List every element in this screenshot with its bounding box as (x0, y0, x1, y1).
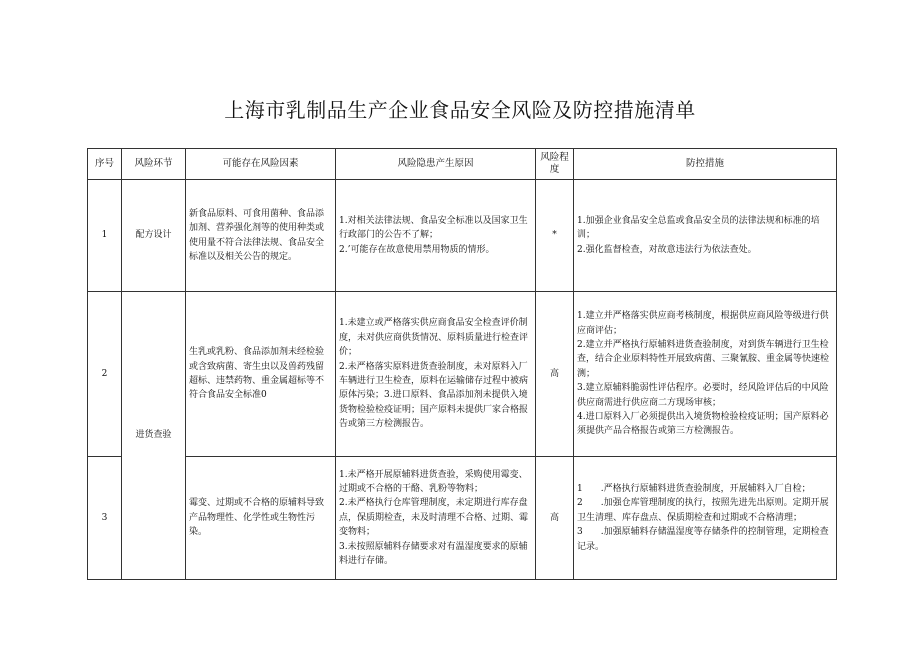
cause-line: 1.未建立或严格落实供应商食品安全检查评价制度，未对供应商供货情况、原料质量进行检查评价； (339, 318, 529, 358)
row-level: * (536, 180, 574, 292)
row-level: 高 (536, 457, 574, 580)
measure-line: 1.加强企业食品安全总监或食品安全员的法律法规和标准的培训； (577, 215, 820, 241)
header-stage: 风险环节 (122, 149, 186, 180)
row-stage: 配方设计 (122, 180, 186, 292)
header-cause: 风险隐患产生原因 (336, 149, 536, 180)
cause-line: 1.未严格开展原辅料进货查验，采购使用霉变、过期或不合格的干酪、乳粉等物料； (339, 469, 528, 495)
table-header-row (88, 149, 837, 180)
measure-line: 4.进口原料入厂必须提供出入境货物检验检疫证明；国产原料必须提供产品合格报告或第三方检测报告。 (577, 411, 829, 437)
measure-line: 1 .严格执行原辅料进货查验制度，开展辅料入厂自检； (577, 484, 811, 495)
row-measure (574, 180, 837, 292)
cause-line: 3.未按照原辅料存储要求对有温湿度要求的原辅料进行存储。 (339, 541, 528, 566)
row-index: 2 (88, 292, 122, 457)
measure-line: 2 .加强仓库管理制度的执行，按照先进先出原则。定期开展卫生清理、库存盘点、保质期检查和过期或不合格清理； (577, 498, 829, 523)
row-factor: 生乳或乳粉、食品添加剂未经检验或含致病菌、寄生虫以及兽药残留超标、违禁药物、重金属超标等不符合食品安全标准0 (186, 292, 336, 457)
measure-line: 2.强化监督检查，对故意违法行为依法查处。 (577, 244, 757, 255)
cause-line: 1.对相关法律法规、食品安全标准以及国家卫生行政部门的公告不了解； (339, 215, 528, 241)
measure-line: 3 .加强原辅料存储温湿度等存储条件的控制管理，定期检查记录。 (577, 527, 829, 552)
risk-table (87, 148, 837, 580)
header-measure: 防控措施 (574, 149, 837, 180)
table-row (88, 292, 837, 457)
row-index: 1 (88, 180, 122, 292)
row-cause (336, 457, 536, 580)
row-measure (574, 457, 837, 580)
row-stage: 进货查验 (122, 292, 186, 580)
row-factor: 霉变、过期或不合格的原辅料导致产品物理性、化学性或生物性污染。 (186, 457, 336, 580)
row-measure (574, 292, 837, 457)
header-level: 风险程度 (536, 149, 574, 180)
document-title: 上海市乳制品生产企业食品安全风险及防控措施清单 (224, 98, 696, 122)
measure-line: 3.建立原辅料脆弱性评估程序。必要时，经风险评估后的中风险供应商需进行供应商二方现场审核； (577, 383, 829, 408)
row-level: 高 (536, 292, 574, 457)
row-cause (336, 180, 536, 292)
measure-line: 2.建立并严格执行原辅料进货查验制度，对到货车辆进行卫生检查，结合企业原料特性开展致病菌、三聚氰胺、重金属等快速检测； (577, 340, 830, 379)
row-factor: 新食品原料、可食用菌种、食品添加剂、营养强化剂等的使用种类或使用量不符合法律法规、食品安全标准以及相关公告的规定。 (186, 180, 336, 292)
cause-line: 2.未严格执行仓库管理制度，未定期进行库存盘点，保质期检查，未及时清理不合格、过期、霉变物料； (339, 498, 529, 538)
cause-line: 2.’可能存在故意使用禁用物质的情形。 (339, 244, 495, 255)
header-index: 序号 (88, 149, 122, 180)
cause-line: 2.未严格落实原料进货查验制度，未对原料入厂车辆进行卫生检查，原料在运输储存过程中被病原体污染；3.进口原料、食品添加剂未提供入境货物检验检疫证明；国产原料未提供厂家合格报告或第三方检测报告。 (339, 361, 529, 430)
table-row (88, 180, 837, 292)
measure-line: 1.建立并严格落实供应商考核制度，根据供应商风险等级进行供应商评估； (577, 311, 829, 336)
row-cause (336, 292, 536, 457)
header-factor: 可能存在风险因素 (186, 149, 336, 180)
row-index: 3 (88, 457, 122, 580)
table-row (88, 457, 837, 580)
